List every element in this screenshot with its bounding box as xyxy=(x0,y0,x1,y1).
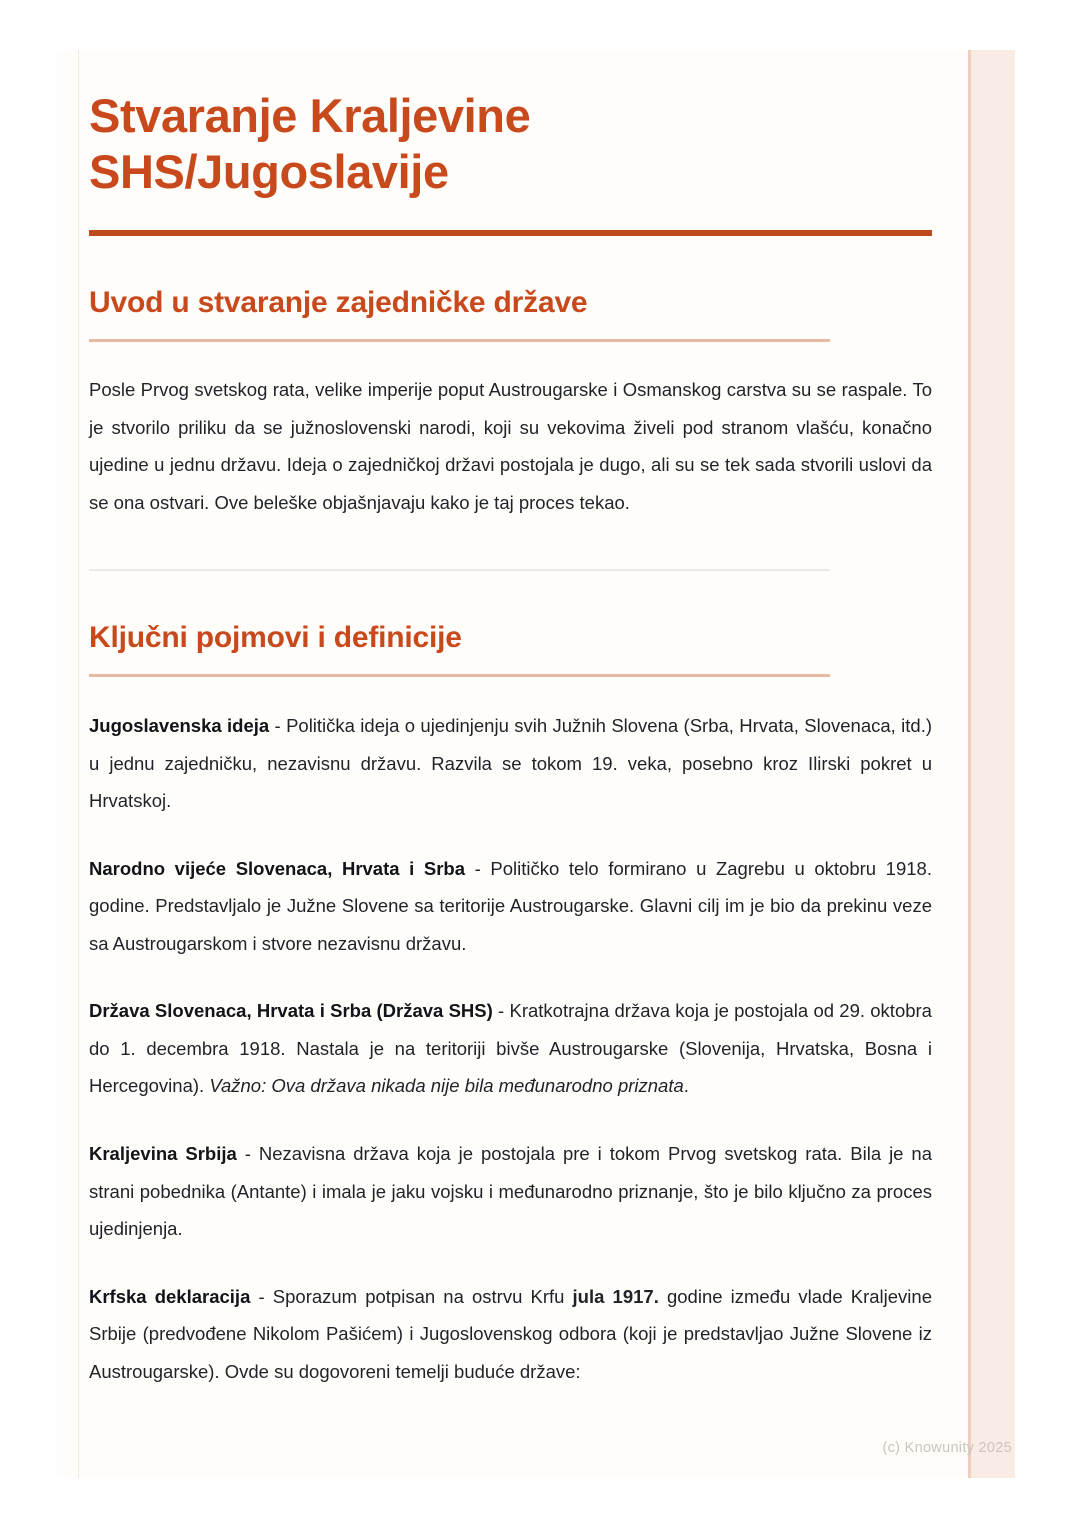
definition-separator: - xyxy=(269,715,287,737)
definition-item xyxy=(89,677,932,820)
definition-text: Politička ideja o ujedinjenju svih Južnih Slovena (Srba, Hrvata, Slovenaca, itd.) u jednu zajedničku, nezavisnu državu. Razvila se tokom 19. veka, posebno kroz Ilirski pokret u Hrvatskoj. xyxy=(89,715,932,812)
definition-term: Kraljevina Srbija xyxy=(89,1142,237,1164)
definition-text: Političko telo formirano u Zagrebu u oktobru 1918. godine. Predstavljalo je Južne Slovene sa teritorije Austrougarske. Glavni cilj im je bio da prekinu veze sa Austrougarskom i stvore nezavisnu državu. xyxy=(89,857,932,954)
watermark: (c) Knowunity 2025 xyxy=(882,1440,1012,1456)
page-title xyxy=(89,50,932,200)
definition-separator: - xyxy=(236,1142,259,1164)
definition-item xyxy=(89,962,932,1105)
definition-italic-note: Važno: Ova država nikada nije bila međunarodno priznata xyxy=(209,1075,684,1097)
intro-paragraph: Posle Prvog svetskog rata, velike imperije poput Austrougarske i Osmanskog carstva su se raspale. To je stvorilo priliku da se južnoslovenski narodi, koji su vekovima živeli pod stranom vlašću, konačno ujedine u jednu državu. Ideja o zajedničkoj državi postojala je dugo, ali su se tek sada stvorili uslovi da se ona ostvari. Ove beleške objašnjavaju kako je taj proces tekao. xyxy=(89,379,932,513)
definition-term: Krfska deklaracija xyxy=(89,1285,251,1307)
document-content xyxy=(89,50,932,1390)
definition-item xyxy=(89,1248,932,1391)
definition-text-tail: . xyxy=(683,1075,689,1097)
definition-text: Nezavisna država koja je postojala pre i tokom Prvog svetskog rata. Bila je na strani pobednika (Antante) i imala je jaku vojsku i međunarodno priznanje, što je bilo ključno za proces ujedinjenja. xyxy=(89,1142,933,1240)
definition-inline-bold: jula 1917. xyxy=(572,1285,659,1307)
definition-separator: - xyxy=(492,1000,510,1022)
section-heading-intro: Uvod u stvaranje zajedničke države xyxy=(89,285,588,319)
definition-item xyxy=(89,1105,932,1248)
definition-term: Narodno vijeće Slovenaca, Hrvata i Srba xyxy=(89,857,466,879)
section-heading-key-terms: Ključni pojmovi i definicije xyxy=(89,620,462,654)
definition-text: Sporazum potpisan na ostrvu Krfu xyxy=(272,1285,573,1307)
definition-separator: - xyxy=(250,1285,273,1307)
definition-item xyxy=(89,820,932,963)
definition-separator: - xyxy=(465,857,491,879)
page-title-line-2: SHS/Jugoslavije xyxy=(89,144,449,198)
left-margin-rule xyxy=(78,50,79,1478)
right-edge-band xyxy=(968,50,1015,1478)
definition-text-tail: godine između vlade Kraljevine Srbije (predvođene Nikolom Pašićem) i Jugoslovenskog odbora (koji je predstavljao Južne Slovene iz Austrougarske). Ovde su dogovoreni temelji buduće države: xyxy=(89,1285,932,1382)
definition-term: Država Slovenaca, Hrvata i Srba (Država SHS) xyxy=(89,1000,493,1022)
page-title-line-1: Stvaranje Kraljevine xyxy=(89,89,531,142)
definition-text: Kratkotrajna država koja je postojala od 29. oktobra do 1. decembra 1918. Nastala je na teritoriji bivše Austrougarske (Slovenija, Hrvatska, Bosna i Hercegovina). xyxy=(89,1000,932,1097)
definition-term: Jugoslavenska ideja xyxy=(89,715,270,737)
